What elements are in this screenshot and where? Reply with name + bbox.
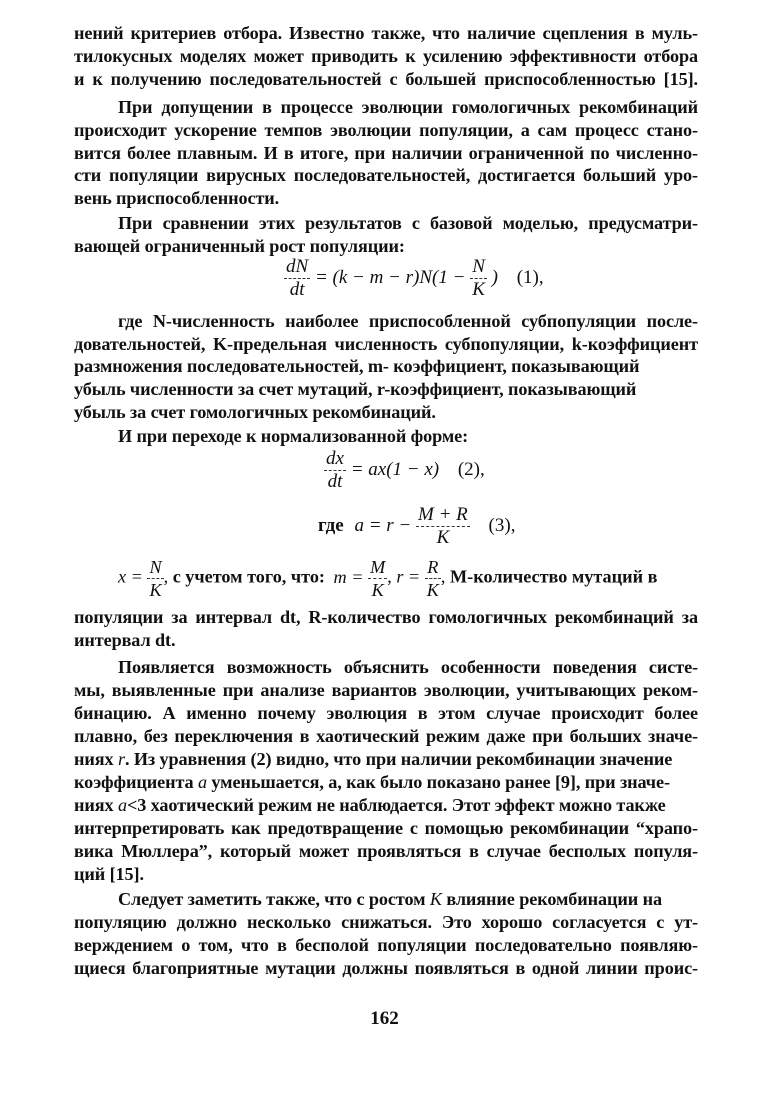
text-line: убыль за счет гомологичных рекомбинаций. [74,402,436,422]
text-line: коэффициента a уменьшается, а, как было показано ранее [9], при значе- [74,772,670,792]
text-line: где N-численность наиболее приспособленной субпопуляции после- [118,311,698,331]
text-line: И при переходе к нормализованной форме: [118,426,469,446]
equation-number: (2), [457,458,485,480]
text-line: и к получению последовательностей с большей приспособленностью [15]. [74,69,698,89]
equation-3: где a = r − $\frac{M + R}{K}$ (3), [318,504,516,548]
text-line: интерпретировать как предотвращение с помощью рекомбинации “храпо- [74,818,698,838]
text-line: Появляется возможность объяснить особенности поведения систе- [118,657,698,677]
text-line: При допущении в процессе эволюции гомологичных рекомбинаций [118,97,698,117]
equation-definitions: x = $\frac{N}{K}$ , с учетом того, что: m = $\frac{M}{K}$ , r = $\frac{R}{K}$ , M-количество мутаций в [118,557,658,600]
fraction: $\frac{dx}{dt}$ [326,448,344,492]
text-line: плавно, без переключения в хаотический режим даже при больших значе- [74,726,698,746]
equation-1: $\frac{dN}{dt}$ = (k − m − r)N(1 − $\frac{N}{K}$ ) (1), [286,256,544,300]
text-line: происходит ускорение темпов эволюции популяции, а сам процесс стано- [74,120,698,140]
equation-number: (3), [488,514,516,536]
text-line: убыль численности за счет мутаций, r-коэффициент, показывающий [74,379,637,399]
text-line: интервал dt. [74,630,176,650]
text-line: вика Мюллера”, который может проявляться в случае бесполых популя- [74,841,698,861]
text-line: популяцию должно несколько снижаться. Это хорошо согласуется с ут- [74,912,698,932]
text-line: сти популяции вирусных последовательностей, достигается больший уро- [74,165,698,185]
text-line: популяции за интервал dt, R-количество гомологичных рекомбинаций за [74,607,698,627]
text-line: тилокусных моделях может приводить к усилению эффективности отбора [74,46,698,66]
text-line: бинацию. А именно почему эволюция в этом случае происходит более [74,703,698,723]
page-number: 162 [370,1008,399,1029]
text-line: мы, выявленные при анализе вариантов эволюции, учитывающих реком- [74,680,698,700]
text-line: вающей ограниченный рост популяции: [74,236,405,256]
text-line: ций [15]. [74,864,144,884]
fraction: $\frac{M + R}{K}$ [418,504,468,548]
text-line: При сравнении этих результатов с базовой моделью, предусматри- [118,213,698,233]
text-line: вень приспособленности. [74,188,280,208]
fraction: $\frac{N}{K}$ [149,557,162,600]
fraction: $\frac{M}{K}$ [370,557,386,600]
equation-number: (1), [516,266,544,288]
fraction: $\frac{R}{K}$ [426,557,439,600]
text-line: Следует заметить также, что с ростом K влияние рекомбинации на [118,889,662,909]
fraction: $\frac{N}{K}$ [472,256,485,300]
text-line: вится более плавным. И в итоге, при наличии ограниченной по численно- [74,143,698,163]
text-line: довательностей, K-предельная численность субпопуляции, k-коэффициент [74,334,698,354]
text-line: верждением о том, что в бесполой популяции последовательно появляю- [74,935,698,955]
text-line: нений критериев отбора. Известно также, что наличие сцепления в муль- [74,23,698,43]
text-line: щиеся благоприятные мутации должны появляться в одной линии проис- [74,958,698,978]
text-line: ниях r. Из уравнения (2) видно, что при наличии рекомбинации значение [74,749,673,769]
text-line: размножения последовательностей, m- коэффициент, показывающий [74,356,640,376]
fraction: $\frac{dN}{dt}$ [286,256,309,300]
text-line: ниях a<3 хаотический режим не наблюдается. Этот эффект можно также [74,795,666,815]
equation-2: $\frac{dx}{dt}$ = ax(1 − x) (2), [326,448,485,492]
